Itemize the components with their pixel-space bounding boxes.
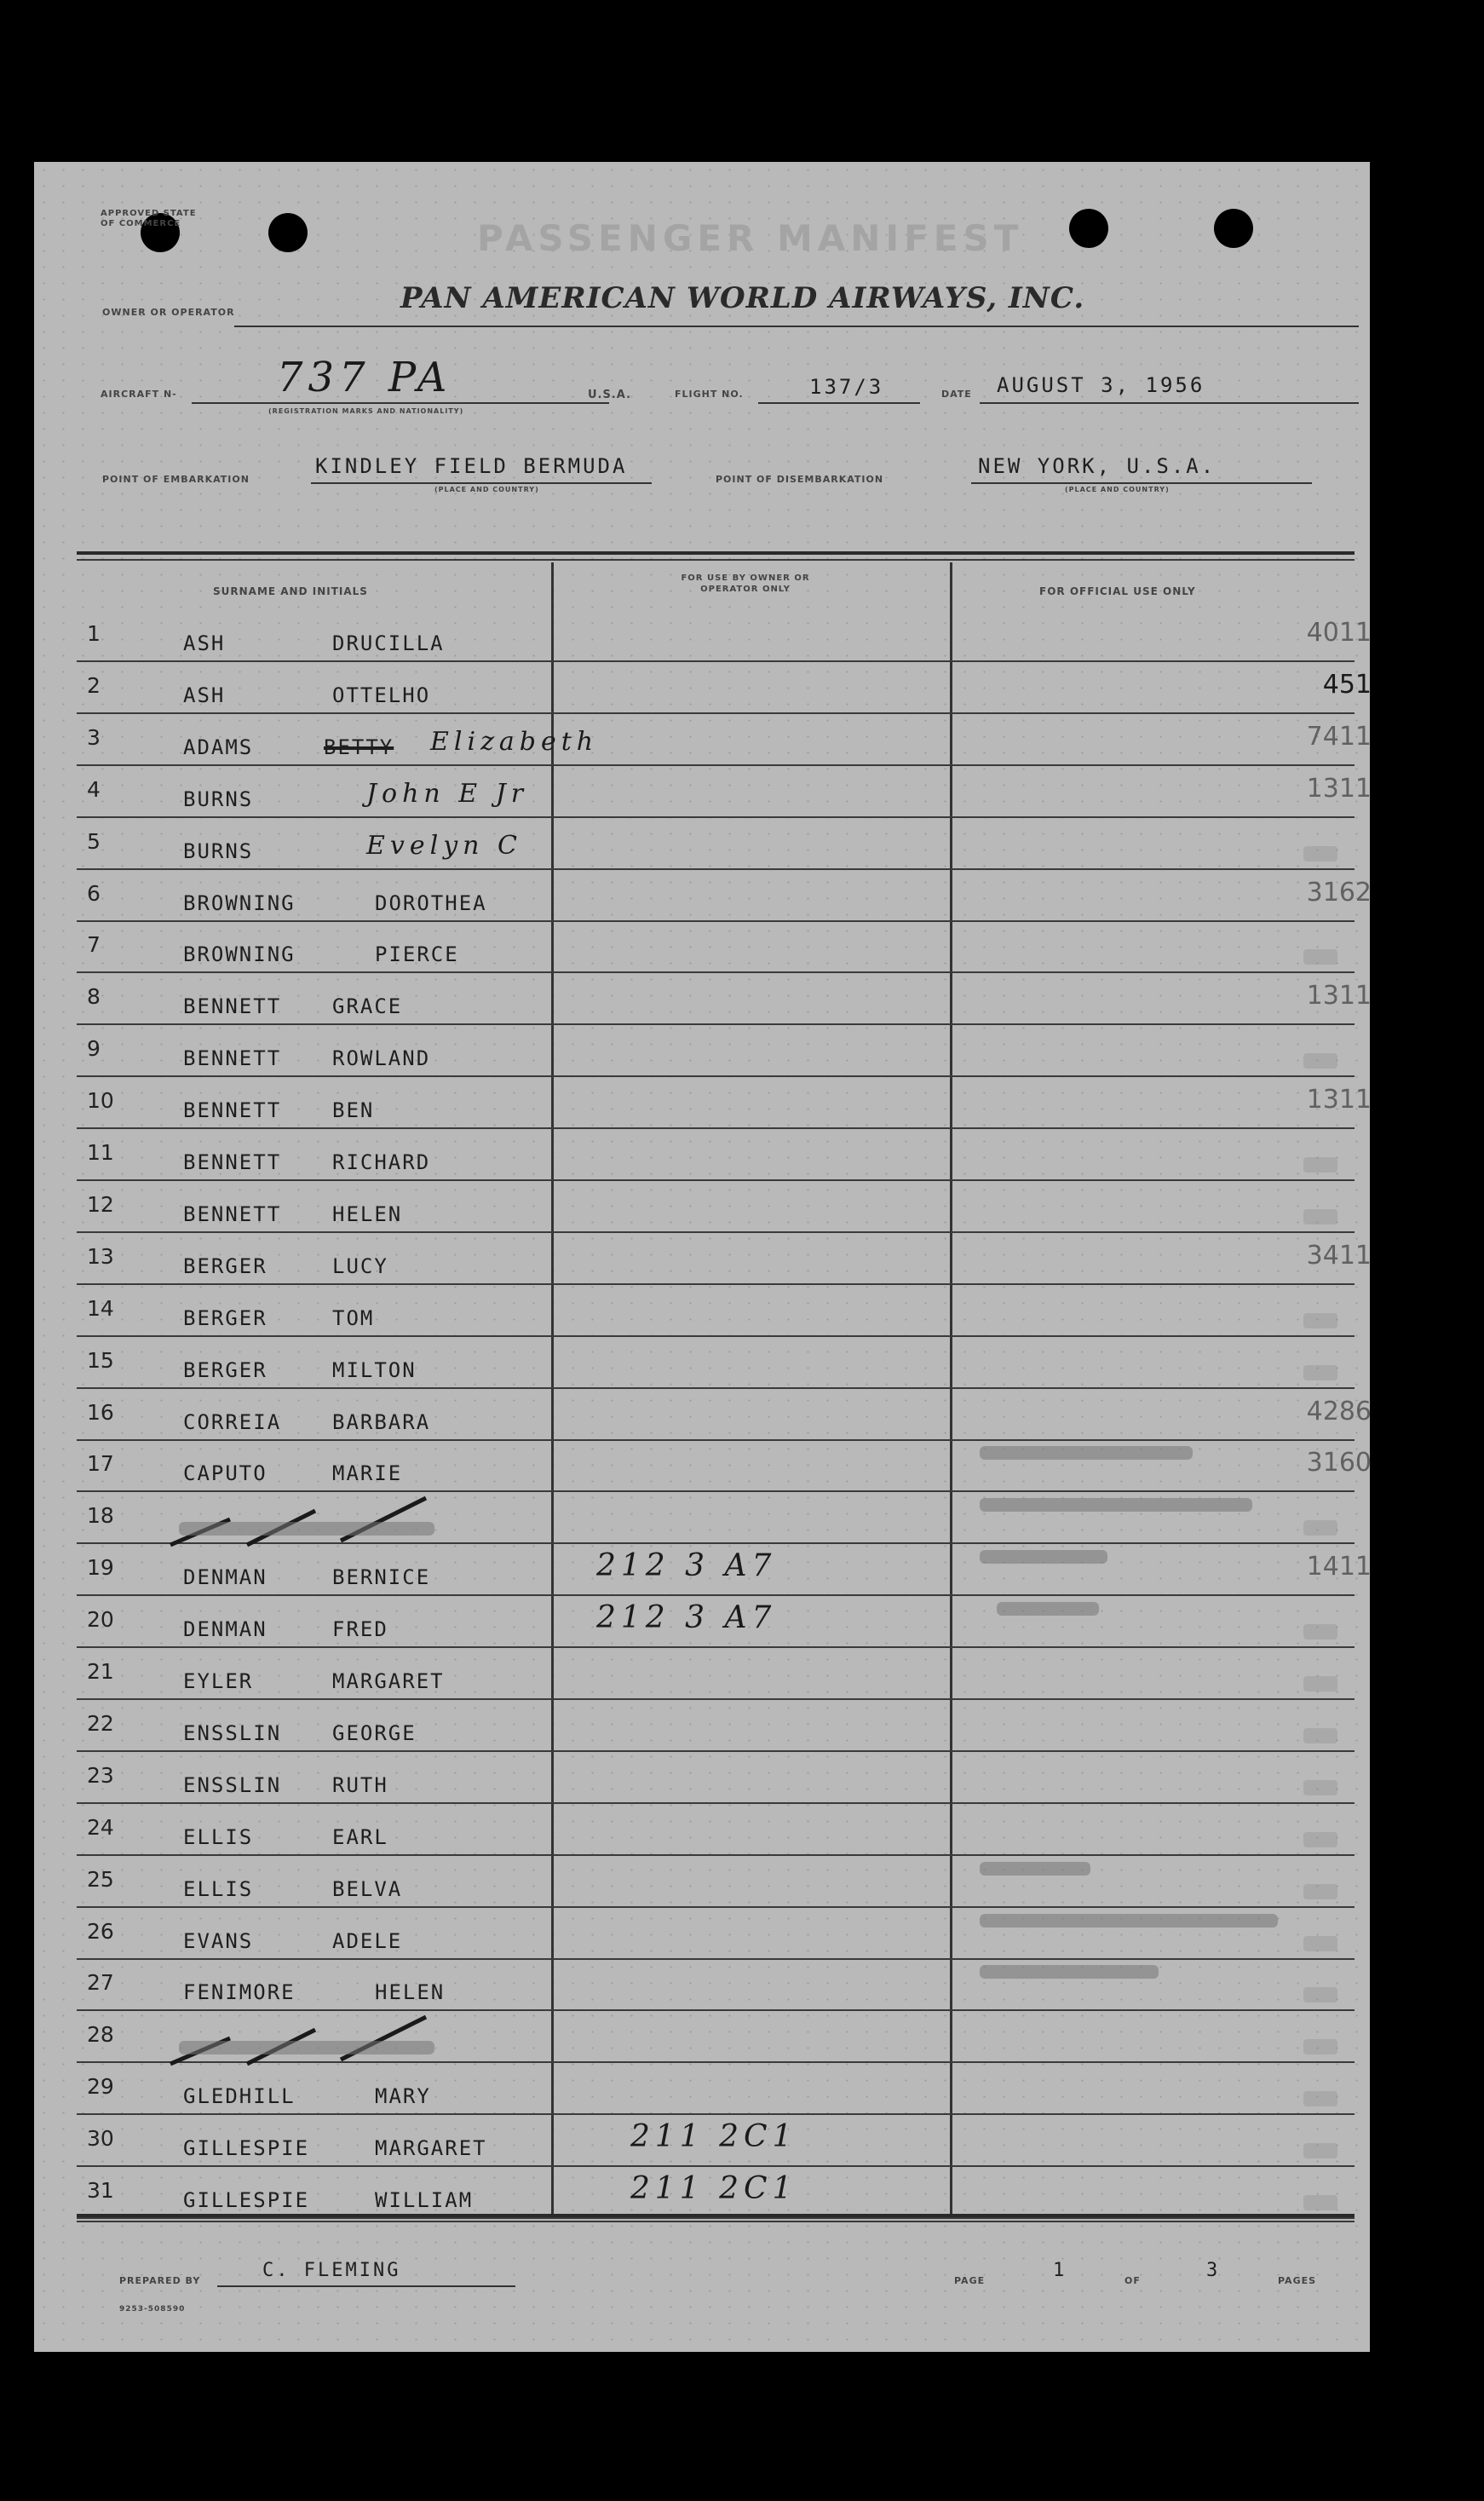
date-value: AUGUST 3, 1956 — [997, 373, 1205, 397]
official-use-smudge — [1303, 2143, 1337, 2158]
official-use-smudge — [1303, 1936, 1337, 1951]
passenger-surname: BENNETT — [183, 1046, 282, 1070]
row-number: 29 — [87, 2074, 114, 2099]
passenger-given-name: MILTON — [332, 1358, 417, 1382]
owner-name: PAN AMERICAN WORLD AIRWAYS, INC. — [400, 281, 1085, 315]
row-number: 28 — [87, 2022, 114, 2047]
passenger-given-name: MARGARET — [332, 1669, 445, 1693]
table-bottom-rule-2 — [77, 2221, 1355, 2222]
row-number: 11 — [87, 1140, 114, 1165]
official-use-entry: 4286 — [1306, 1397, 1372, 1426]
row-number: 17 — [87, 1451, 114, 1476]
passenger-surname: CAPUTO — [183, 1461, 267, 1485]
disembark-underline — [971, 482, 1312, 484]
row-number: 13 — [87, 1244, 114, 1269]
passenger-surname: BENNETT — [183, 1202, 282, 1226]
passenger-surname: GILLESPIE — [183, 2188, 310, 2212]
passenger-surname: ADAMS — [183, 735, 254, 759]
official-use-entry: 1411 — [1306, 1552, 1372, 1582]
official-use-smudge — [1303, 1884, 1337, 1899]
official-use-smudge — [1303, 1520, 1337, 1536]
official-use-redaction — [980, 1965, 1159, 1979]
row-number: 24 — [87, 1815, 114, 1840]
flight-underline — [758, 402, 920, 404]
official-use-redaction — [980, 1914, 1278, 1928]
official-use-smudge — [1303, 1624, 1337, 1639]
passenger-surname: BURNS — [183, 787, 254, 811]
row-number: 15 — [87, 1348, 114, 1373]
row-number: 25 — [87, 1867, 114, 1892]
disembark-sublabel: (PLACE AND COUNTRY) — [1065, 486, 1170, 493]
official-use-entry: 4011 — [1306, 618, 1372, 648]
passenger-surname: CORREIA — [183, 1410, 282, 1434]
passenger-surname: GILLESPIE — [183, 2136, 310, 2160]
passenger-given-name: PIERCE — [375, 942, 459, 966]
official-use-smudge — [1303, 846, 1337, 862]
table-top-rule-2 — [77, 559, 1355, 561]
cancelled-entry-strikeout — [153, 1490, 511, 1549]
row-rule — [77, 1179, 1355, 1181]
passenger-surname: ENSSLIN — [183, 1721, 282, 1745]
passenger-surname: BERGER — [183, 1358, 267, 1382]
of-value: 3 — [1206, 2260, 1221, 2281]
row-number: 9 — [87, 1036, 101, 1061]
column-header-name: SURNAME AND INITIALS — [213, 585, 368, 597]
row-number: 3 — [87, 725, 101, 750]
passenger-surname: EVANS — [183, 1929, 254, 1953]
passenger-given-name: MARGARET — [375, 2136, 487, 2160]
passenger-given-name: OTTELHO — [332, 683, 431, 707]
official-use-redaction — [980, 1862, 1090, 1876]
row-number: 4 — [87, 777, 101, 802]
flight-label: FLIGHT NO. — [675, 389, 744, 400]
erased-text-smudge — [179, 1522, 434, 1536]
row-number: 18 — [87, 1503, 114, 1528]
official-use-smudge — [1303, 1676, 1337, 1691]
passenger-surname: DENMAN — [183, 1617, 267, 1641]
passenger-surname: BROWNING — [183, 891, 296, 915]
official-use-smudge — [1303, 1832, 1337, 1847]
column-header-official-use: FOR OFFICIAL USE ONLY — [1039, 585, 1196, 597]
passenger-given-name: BEN — [332, 1098, 375, 1122]
passenger-given-name: EARL — [332, 1825, 388, 1849]
embark-underline — [311, 482, 652, 484]
row-rule — [77, 1750, 1355, 1752]
official-use-smudge — [1303, 1157, 1337, 1173]
passenger-given-name: GEORGE — [332, 1721, 417, 1745]
official-use-entry: 1311 — [1306, 981, 1372, 1011]
official-use-entry: 1311 — [1306, 1085, 1372, 1115]
row-rule — [77, 1231, 1355, 1233]
form-number: 9253-508590 — [119, 2305, 186, 2314]
table-top-rule — [77, 551, 1355, 555]
manifest-sheet — [34, 162, 1370, 2352]
passenger-given-name: LUCY — [332, 1254, 388, 1278]
row-number: 20 — [87, 1607, 114, 1632]
passenger-given-name: DOROTHEA — [375, 891, 487, 915]
row-rule — [77, 2217, 1355, 2219]
of-label: OF — [1125, 2275, 1141, 2286]
row-rule — [77, 1906, 1355, 1908]
owner-label: OWNER OR OPERATOR — [102, 307, 235, 318]
passenger-given-name: FRED — [332, 1617, 388, 1641]
row-rule — [77, 660, 1355, 662]
passenger-given-name: DRUCILLA — [332, 631, 445, 655]
punch-hole-left-2 — [268, 213, 308, 252]
erased-text-smudge — [179, 2041, 434, 2054]
row-rule — [77, 1698, 1355, 1700]
approval-stamp: APPROVED STATE OF COMMERCE — [101, 209, 197, 228]
passenger-surname: BROWNING — [183, 942, 296, 966]
row-rule — [77, 816, 1355, 818]
row-number: 2 — [87, 673, 101, 698]
official-use-entry: 3162 — [1306, 878, 1372, 908]
row-rule — [77, 920, 1355, 922]
row-number: 8 — [87, 984, 101, 1009]
row-number: 14 — [87, 1296, 114, 1321]
row-number: 30 — [87, 2126, 114, 2151]
official-use-smudge — [1303, 1053, 1337, 1069]
row-rule — [77, 764, 1355, 766]
row-rule — [77, 1854, 1355, 1856]
passenger-surname: BERGER — [183, 1306, 267, 1330]
column-header-owner-use: FOR USE BY OWNER OR OPERATOR ONLY — [681, 573, 810, 594]
passenger-surname: GLEDHILL — [183, 2084, 296, 2108]
passenger-given-name: BELVA — [332, 1877, 403, 1901]
official-use-redaction — [980, 1498, 1252, 1512]
aircraft-value: 737 PA — [277, 354, 452, 401]
prepared-label: PREPARED BY — [119, 2275, 201, 2286]
row-number: 22 — [87, 1711, 114, 1736]
passenger-given-name: Elizabeth — [430, 727, 599, 757]
row-rule — [77, 868, 1355, 870]
passenger-surname: ENSSLIN — [183, 1773, 282, 1797]
passenger-given-name: MARY — [375, 2084, 431, 2108]
passenger-surname: ELLIS — [183, 1877, 254, 1901]
official-use-smudge — [1303, 1365, 1337, 1380]
column-divider-1 — [551, 562, 554, 2216]
row-rule — [77, 1387, 1355, 1389]
passenger-surname: EYLER — [183, 1669, 254, 1693]
embark-sublabel: (PLACE AND COUNTRY) — [434, 486, 539, 493]
official-use-smudge — [1303, 2195, 1337, 2210]
page-label: PAGE — [954, 2275, 986, 2286]
pages-label: PAGES — [1278, 2275, 1317, 2286]
passenger-surname: ELLIS — [183, 1825, 254, 1849]
owner-use-entry: 211 2C1 — [630, 2119, 797, 2154]
disembark-value: NEW YORK, U.S.A. — [978, 454, 1217, 478]
form-title: PASSENGER MANIFEST — [477, 217, 1024, 259]
official-use-entry: 451 — [1322, 670, 1372, 700]
row-number: 27 — [87, 1970, 114, 1995]
row-rule — [77, 1646, 1355, 1648]
row-number: 7 — [87, 932, 101, 957]
date-underline — [980, 402, 1359, 404]
row-number: 10 — [87, 1088, 114, 1113]
punch-hole-right-1 — [1069, 209, 1108, 248]
prepared-value: C. FLEMING — [262, 2260, 401, 2281]
row-rule — [77, 1335, 1355, 1337]
embark-value: KINDLEY FIELD BERMUDA — [315, 454, 628, 478]
row-rule — [77, 1594, 1355, 1596]
row-rule — [77, 1127, 1355, 1129]
official-use-redaction — [980, 1446, 1193, 1460]
official-use-entry: 3411 — [1306, 1241, 1372, 1271]
passenger-given-name: John E Jr — [366, 779, 529, 809]
passenger-given-name: TOM — [332, 1306, 375, 1330]
passenger-surname: ASH — [183, 683, 226, 707]
passenger-surname: BENNETT — [183, 994, 282, 1018]
passenger-given-name: GRACE — [332, 994, 403, 1018]
passenger-given-name: HELEN — [332, 1202, 403, 1226]
official-use-smudge — [1303, 2091, 1337, 2106]
official-use-smudge — [1303, 1728, 1337, 1743]
column-divider-2 — [950, 562, 952, 2216]
aircraft-underline — [192, 402, 609, 404]
row-number: 31 — [87, 2178, 114, 2203]
row-rule — [77, 1439, 1355, 1441]
cancelled-entry-strikeout — [153, 2008, 511, 2068]
passenger-surname: DENMAN — [183, 1565, 267, 1589]
row-rule — [77, 1023, 1355, 1025]
date-label: DATE — [941, 389, 972, 400]
passenger-given-name: BARBARA — [332, 1410, 431, 1434]
aircraft-label: AIRCRAFT N- — [101, 389, 177, 400]
row-rule — [77, 2165, 1355, 2167]
passenger-given-name: WILLIAM — [375, 2188, 474, 2212]
row-rule — [77, 971, 1355, 973]
row-number: 26 — [87, 1919, 114, 1944]
punch-hole-right-2 — [1214, 209, 1253, 248]
passenger-given-name: RICHARD — [332, 1150, 431, 1174]
row-number: 19 — [87, 1555, 114, 1580]
row-rule — [77, 1958, 1355, 1960]
official-use-smudge — [1303, 1209, 1337, 1225]
struck-given-name: BETTY — [324, 735, 394, 759]
owner-use-entry: 212 3 A7 — [596, 1600, 777, 1635]
official-use-entry: 1311 — [1306, 774, 1372, 804]
row-number: 23 — [87, 1763, 114, 1788]
passenger-surname: BENNETT — [183, 1098, 282, 1122]
official-use-entry: 3160 — [1306, 1448, 1372, 1478]
official-use-smudge — [1303, 2039, 1337, 2054]
owner-use-entry: 211 2C1 — [630, 2171, 797, 2206]
disembark-label: POINT OF DISEMBARKATION — [716, 474, 884, 485]
table-bottom-rule — [77, 2214, 1355, 2217]
passenger-surname: ASH — [183, 631, 226, 655]
row-rule — [77, 1075, 1355, 1077]
page-value: 1 — [1053, 2260, 1067, 2281]
row-rule — [77, 1802, 1355, 1804]
passenger-surname: FENIMORE — [183, 1980, 296, 2004]
official-use-entry: 7411 — [1306, 722, 1372, 752]
owner-underline — [234, 326, 1359, 327]
official-use-smudge — [1303, 1987, 1337, 2003]
official-use-smudge — [1303, 1780, 1337, 1795]
row-number: 6 — [87, 881, 101, 906]
row-number: 16 — [87, 1400, 114, 1425]
official-use-redaction — [980, 1550, 1107, 1564]
passenger-surname: BENNETT — [183, 1150, 282, 1174]
passenger-given-name: ADELE — [332, 1929, 403, 1953]
usa-label: U.S.A. — [588, 389, 632, 401]
row-number: 21 — [87, 1659, 114, 1684]
prepared-underline — [217, 2285, 515, 2287]
row-number: 12 — [87, 1192, 114, 1217]
passenger-given-name: ROWLAND — [332, 1046, 431, 1070]
passenger-given-name: MARIE — [332, 1461, 403, 1485]
passenger-given-name: Evelyn C — [366, 831, 522, 861]
passenger-surname: BURNS — [183, 839, 254, 863]
flight-value: 137/3 — [809, 375, 884, 399]
row-rule — [77, 1283, 1355, 1285]
passenger-given-name: BERNICE — [332, 1565, 431, 1589]
row-number: 5 — [87, 829, 101, 854]
passenger-given-name: RUTH — [332, 1773, 388, 1797]
owner-use-entry: 212 3 A7 — [596, 1548, 777, 1583]
official-use-smudge — [1303, 949, 1337, 965]
official-use-smudge — [1303, 1313, 1337, 1328]
official-use-redaction — [997, 1602, 1099, 1616]
row-rule — [77, 712, 1355, 714]
row-rule — [77, 2113, 1355, 2115]
passenger-surname: BERGER — [183, 1254, 267, 1278]
passenger-given-name: HELEN — [375, 1980, 446, 2004]
aircraft-sublabel: (REGISTRATION MARKS AND NATIONALITY) — [268, 407, 464, 415]
embark-label: POINT OF EMBARKATION — [102, 474, 250, 485]
row-number: 1 — [87, 621, 101, 646]
